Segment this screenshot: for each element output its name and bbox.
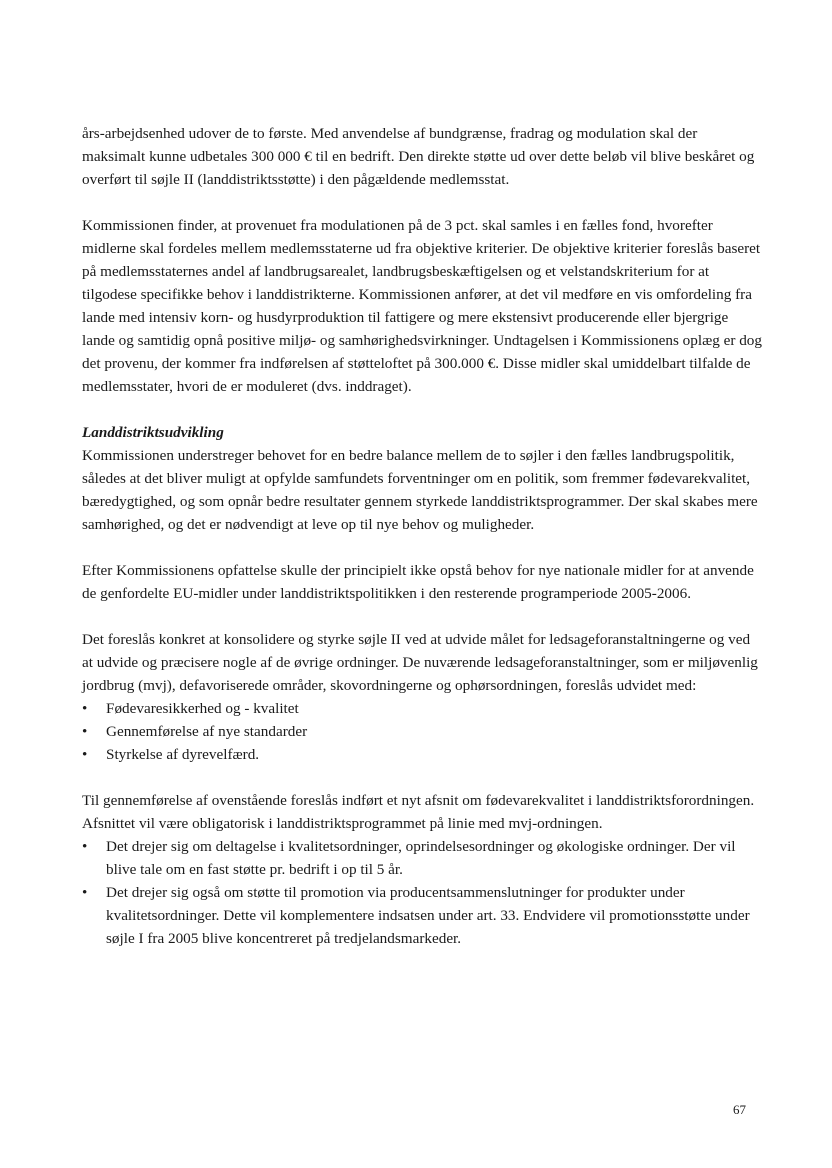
bullet-icon: •: [82, 700, 88, 717]
paragraph-4: Efter Kommissionens opfattelse skulle der principielt ikke opstå behov for nye nationale midler for at anvende de genfordelte EU-midler under landdistriktspolitikken i den resterende programperiode 2005-2006.: [82, 562, 754, 602]
bullet-icon: •: [82, 838, 88, 855]
list-item-text: Gennemførelse af nye standarder: [106, 723, 308, 740]
list-item-text: Det drejer sig om deltagelse i kvalitetsordninger, oprindelsesordninger og økologiske ordninger. Der vil blive tale om en fast støtte pr. bedrift i op til 5 år.: [106, 838, 736, 878]
list-item: [82, 881, 762, 950]
paragraph-2: Kommissionen finder, at provenuet fra modulationen på de 3 pct. skal samles i en fælles fond, hvorefter midlerne skal fordeles mellem medlemsstaterne ud fra objektive kriterier. De objektive kriterier foreslås baseret på medlemsstaternes andel af landbrugsarealet, landbrugsbeskæftigelsen og et velstandskriterium for at tilgodese specifikke behov i landdistrikterne. Kommissionen anfører, at det vil medføre en vis omfordeling fra lande med intensiv korn- og husdyrproduktion til fattigere og mere ekstensivt producerende eller bjergrige lande og samtidig opnå positive miljø- og samhørighedsvirkninger. Undtagelsen i Kommissionens oplæg er dog det provenu, der kommer fra indførelsen af støtteloftet på 300.000 €. Disse midler skal umiddelbart tilfalde de medlemsstater, hvori de er moduleret (dvs. inddraget).: [82, 217, 762, 395]
list-item: [82, 720, 762, 743]
paragraph-5: Det foreslås konkret at konsolidere og styrke søjle II ved at udvide målet for ledsageforanstaltningerne og ved at udvide og præcisere nogle af de øvrige ordninger. De nuværende ledsageforanstaltninger, som er miljøvenlig jordbrug (mvj), defavoriserede områder, skovordningerne og ophørsordningen, foreslås udvidet med:: [82, 631, 758, 694]
list-item-text: Det drejer sig også om støtte til promotion via producentsammenslutninger for produkter under kvalitetsordninger. Dette vil komplementere indsatsen under art. 33. Endvidere vil promotionsstøtte under søjle I fra 2005 blive koncentreret på tredjelandsmarkeder.: [106, 884, 750, 947]
list-item-text: Fødevaresikkerhed og - kvalitet: [106, 700, 299, 717]
list-item: [82, 835, 762, 881]
section-heading: Landdistriktsudvikling: [82, 424, 224, 441]
bullet-icon: •: [82, 746, 88, 763]
list-item: [82, 743, 762, 766]
bullet-icon: •: [82, 884, 88, 901]
paragraph-3: Kommissionen understreger behovet for en bedre balance mellem de to søjler i den fælles landbrugspolitik, således at det bliver muligt at opfylde samfundets forventninger om en politik, som fremmer fødevarekvalitet, bæredygtighed, og som opnår bedre resultater gennem styrkede landdistriktsprogrammer. Der skal skabes mere samhørighed, og det er nødvendigt at leve op til nye behov og muligheder.: [82, 447, 758, 533]
bullet-list-2: [82, 835, 762, 950]
list-item: [82, 697, 762, 720]
page-body: [82, 122, 762, 950]
bullet-icon: •: [82, 723, 88, 740]
list-item-text: Styrkelse af dyrevelfærd.: [106, 746, 260, 763]
bullet-list-1: [82, 697, 762, 766]
page-number: 67: [733, 1102, 746, 1117]
paragraph-6: Til gennemførelse af ovenstående foreslås indført et nyt afsnit om fødevarekvalitet i landdistriktsforordningen. Afsnittet vil være obligatorisk i landdistriktsprogrammet på linie med mvj-ordningen.: [82, 792, 755, 832]
paragraph-1: års-arbejdsenhed udover de to første. Med anvendelse af bundgrænse, fradrag og modulation skal der maksimalt kunne udbetales 300 000 € til en bedrift. Den direkte støtte ud over dette beløb vil blive beskåret og overført til søjle II (landdistriktsstøtte) i den pågældende medlemsstat.: [82, 125, 755, 188]
